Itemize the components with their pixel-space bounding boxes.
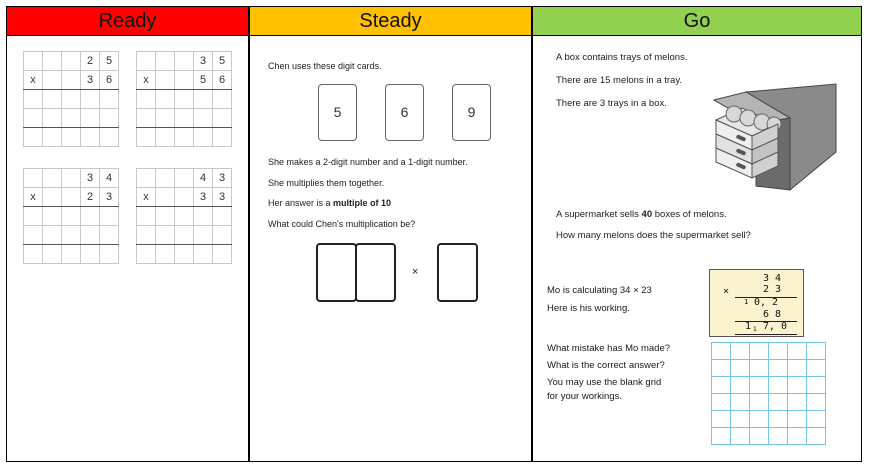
go-p4-prefix: A supermarket sells xyxy=(556,209,642,220)
digit: 6 xyxy=(213,71,232,90)
blank-box-ones[interactable] xyxy=(355,243,396,302)
working-row-5a: 1 xyxy=(745,321,752,332)
go-p3: There are 3 trays in a box. xyxy=(556,98,667,109)
times-sign: x xyxy=(137,71,156,90)
ready-header: Ready xyxy=(6,6,249,36)
steady-line-3 xyxy=(268,198,391,208)
steady-line-3-prefix: Her answer is a xyxy=(268,198,334,208)
steady-header: Steady xyxy=(249,6,532,36)
digit: 2 xyxy=(81,52,100,71)
mo-line-1: Mo is calculating 34 × 23 xyxy=(547,285,652,296)
working-row-4: 6 8 xyxy=(763,309,782,320)
ready-grid-1 xyxy=(23,51,119,147)
mo-working-card xyxy=(709,269,804,337)
digit-card-3: 9 xyxy=(452,84,491,141)
go-p4-suffix: boxes of melons. xyxy=(652,209,727,220)
times-sign: x xyxy=(24,71,43,90)
steady-intro: Chen uses these digit cards. xyxy=(268,61,382,71)
working-row-5b: 7, 0 xyxy=(763,321,788,332)
steady-question: What could Chen's multiplication be? xyxy=(268,219,416,229)
digit: 3 xyxy=(194,52,213,71)
go-p5: How many melons does the supermarket sell? xyxy=(556,230,751,241)
go-p2: There are 15 melons in a tray. xyxy=(556,75,683,86)
digit: 3 xyxy=(100,188,119,207)
digit: 3 xyxy=(81,71,100,90)
melon-box-illustration xyxy=(712,78,842,193)
blank-box-tens[interactable] xyxy=(316,243,357,302)
steady-line-3-bold: multiple of 10 xyxy=(333,198,392,208)
digit: 4 xyxy=(194,169,213,188)
digit: 5 xyxy=(213,52,232,71)
working-line-3 xyxy=(735,334,797,335)
ready-grid-2 xyxy=(136,51,232,147)
digit-card-2: 6 xyxy=(385,84,424,141)
go-question-4: for your workings. xyxy=(547,391,622,402)
times-sign: x xyxy=(137,188,156,207)
digit: 5 xyxy=(194,71,213,90)
go-question-3: You may use the blank grid xyxy=(547,377,662,388)
digit: 3 xyxy=(213,169,232,188)
times-sign: x xyxy=(24,188,43,207)
digit: 3 xyxy=(81,169,100,188)
digit: 5 xyxy=(100,52,119,71)
go-p4 xyxy=(556,209,727,220)
digit-card-1: 5 xyxy=(318,84,357,141)
working-row-1: 3 4 xyxy=(763,273,782,284)
digit: 3 xyxy=(213,188,232,207)
ready-grid-4 xyxy=(136,168,232,264)
mo-line-2: Here is his working. xyxy=(547,303,630,314)
working-carry-2: 1 xyxy=(753,326,757,333)
digit: 6 xyxy=(100,71,119,90)
working-row-2: 2 3 xyxy=(763,284,782,295)
go-p4-bold: 40 xyxy=(641,209,653,220)
go-header: Go xyxy=(532,6,862,36)
digit: 4 xyxy=(100,169,119,188)
steady-line-2: She multiplies them together. xyxy=(268,178,385,188)
digit: 3 xyxy=(194,188,213,207)
working-op: × xyxy=(723,286,730,297)
blank-working-grid[interactable] xyxy=(711,342,826,445)
steady-line-1: She makes a 2-digit number and a 1-digit number. xyxy=(268,157,468,167)
working-carry-1: 1 xyxy=(744,298,749,306)
times-symbol: × xyxy=(412,266,419,278)
blank-box-multiplier[interactable] xyxy=(437,243,478,302)
go-question-1: What mistake has Mo made? xyxy=(547,343,671,354)
ready-grid-3 xyxy=(23,168,119,264)
go-question-2: What is the correct answer? xyxy=(547,360,665,371)
go-p1: A box contains trays of melons. xyxy=(556,52,688,63)
digit: 2 xyxy=(81,188,100,207)
working-row-3: 0, 2 xyxy=(754,297,779,308)
